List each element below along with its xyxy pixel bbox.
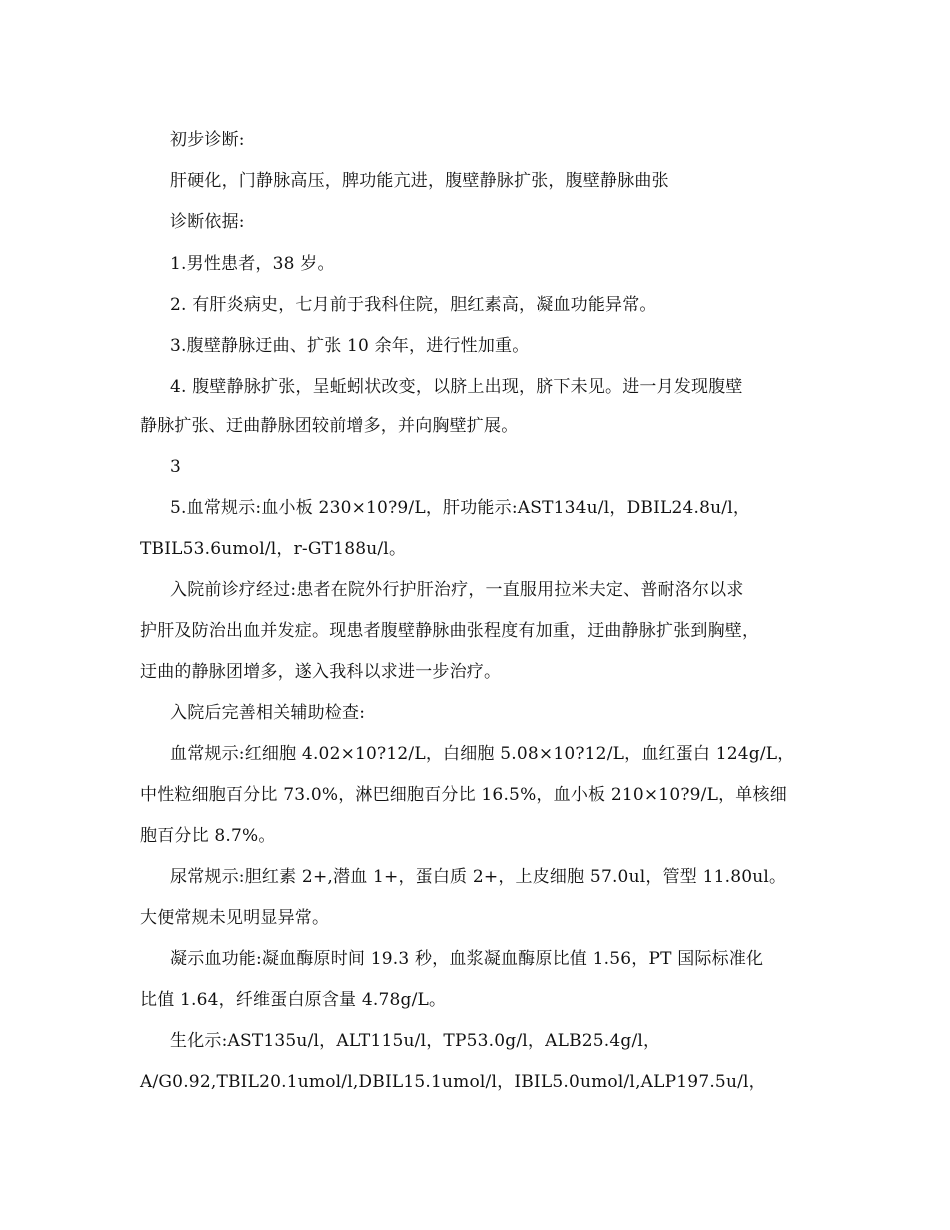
coagulation-function-line-2: 比值 1.64，纤维蛋白原含量 4.78g/L。 — [140, 990, 447, 1010]
blood-routine: 血常规示:红细胞 4.02×10?12/L，白细胞 5.08×10?12/L，血红蛋白 124g/L， — [170, 744, 795, 764]
stool-routine: 大便常规未见明显异常。 — [140, 908, 330, 928]
pre-admission-course-line-3: 迂曲的静脉团增多，遂入我科以求进一步治疗。 — [140, 662, 502, 682]
page-number: 3 — [170, 457, 182, 477]
heading-auxiliary-exams: 入院后完善相关辅助检查: — [170, 703, 366, 723]
blood-routine-line-2: 中性粒细胞百分比 73.0%，淋巴细胞百分比 16.5%，血小板 210×10?9/L，单核细 — [140, 785, 787, 805]
blood-routine-line-3: 胞百分比 8.7%。 — [140, 826, 276, 846]
pre-admission-course-line-2: 护肝及防治出血并发症。现患者腹壁静脉曲张程度有加重，迂曲静脉扩张到胸壁， — [140, 621, 760, 641]
basis-item-5-continued: TBIL53.6umol/l，r-GT188u/l。 — [140, 539, 407, 559]
pre-admission-course: 入院前诊疗经过:患者在院外行护肝治疗，一直服用拉米夫定、普耐洛尔以求 — [170, 580, 744, 600]
basis-item-5: 5.血常规示:血小板 230×10?9/L，肝功能示:AST134u/l，DBIL24.8u/l， — [170, 498, 751, 518]
diagnosis-text: 肝硬化，门静脉高压，脾功能亢进，腹壁静脉扩张，腹壁静脉曲张 — [170, 171, 669, 191]
coagulation-function: 凝示血功能:凝血酶原时间 19.3 秒，血浆凝血酶原比值 1.56，PT 国际标准化 — [170, 949, 764, 969]
basis-item-4-continued: 静脉扩张、迂曲静脉团较前增多，并向胸壁扩展。 — [140, 416, 519, 436]
heading-diagnosis-basis: 诊断依据: — [170, 212, 245, 232]
biochemistry: 生化示:AST135u/l，ALT115u/l，TP53.0g/l，ALB25.4g/l， — [170, 1031, 661, 1051]
basis-item-1: 1.男性患者，38 岁。 — [170, 254, 335, 274]
urine-routine: 尿常规示:胆红素 2+,潜血 1+，蛋白质 2+，上皮细胞 57.0ul，管型 11.80ul。 — [170, 867, 787, 887]
heading-preliminary-diagnosis: 初步诊断: — [170, 130, 245, 150]
basis-item-3: 3.腹壁静脉迂曲、扩张 10 余年，进行性加重。 — [170, 336, 530, 356]
biochemistry-line-2: A/G0.92,TBIL20.1umol/l,DBIL15.1umol/l，IBIL5.0umol/l,ALP197.5u/l， — [140, 1072, 766, 1092]
basis-item-4: 4. 腹壁静脉扩张，呈蚯蚓状改变，以脐上出现，脐下未见。进一月发现腹壁 — [170, 377, 743, 397]
basis-item-2: 2. 有肝炎病史，七月前于我科住院，胆红素高，凝血功能异常。 — [170, 295, 657, 315]
